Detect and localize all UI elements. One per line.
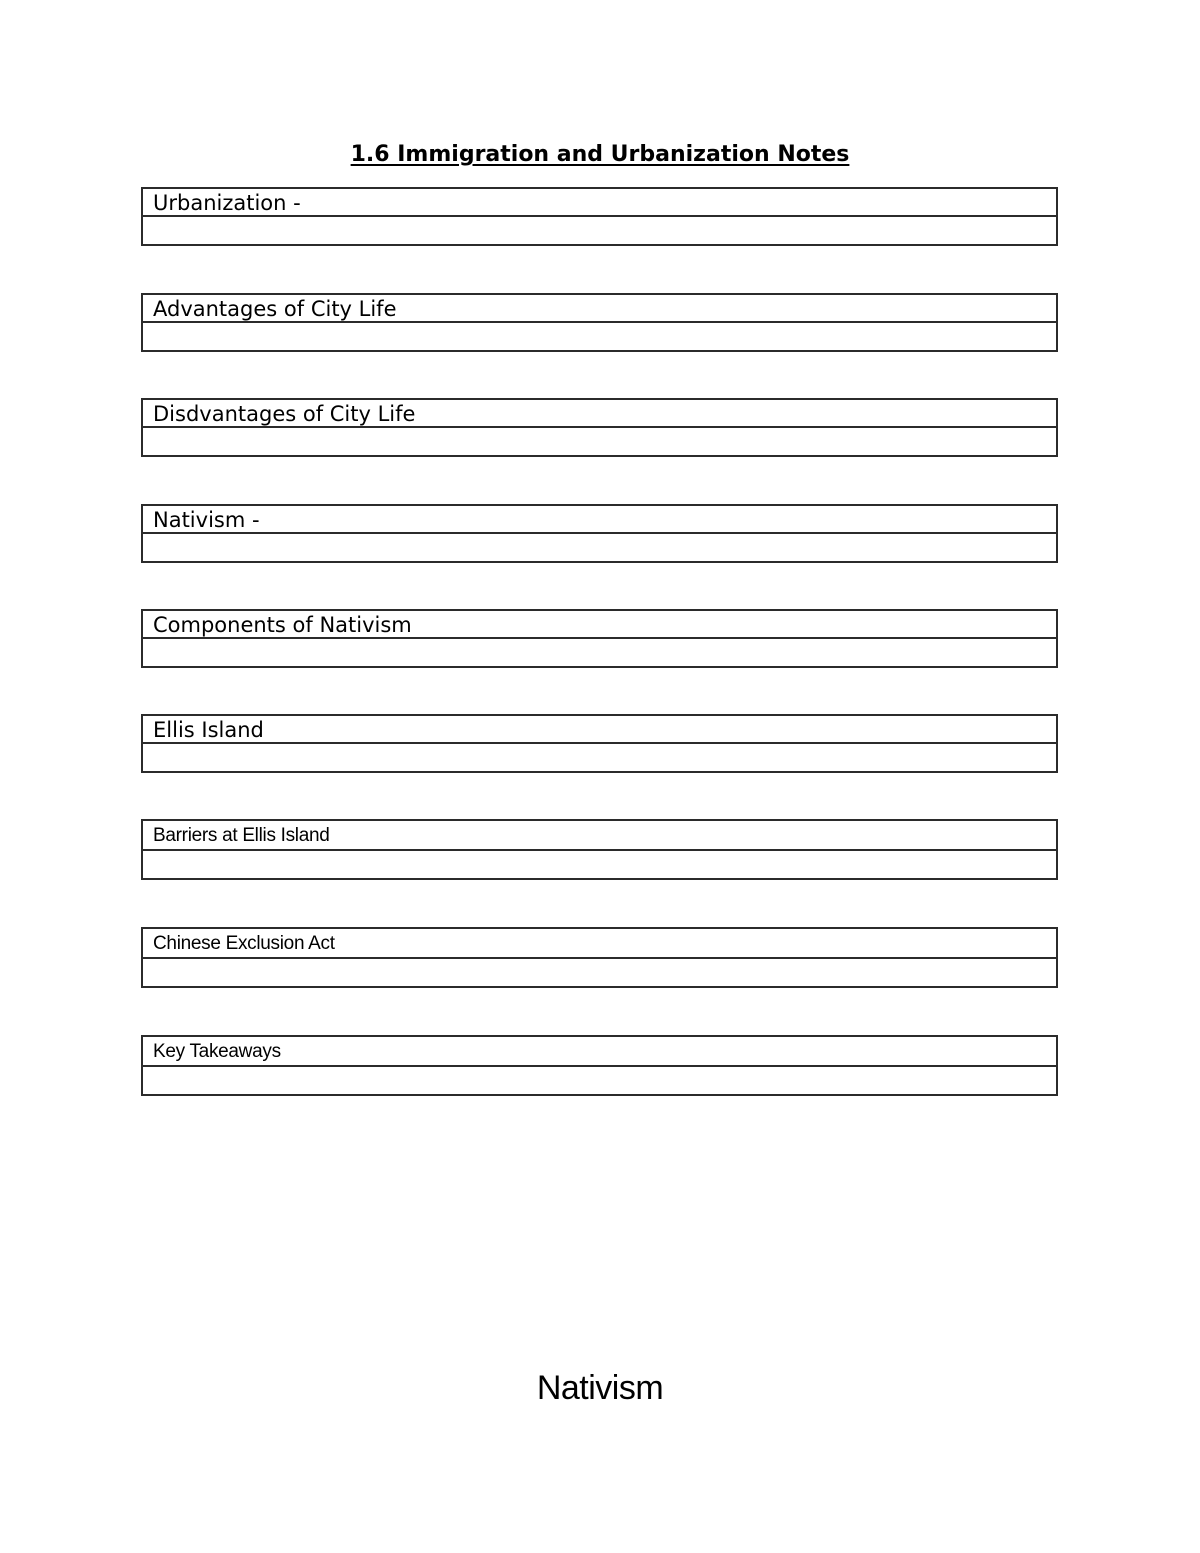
- section-label: Ellis Island: [143, 716, 1056, 744]
- section-label: Disdvantages of City Life: [143, 400, 1056, 428]
- section-label: Key Takeaways: [143, 1037, 1056, 1067]
- section-advantages-of-city-life: [141, 293, 1058, 352]
- section-chinese-exclusion-act: [141, 927, 1058, 988]
- section-barriers-at-ellis-island: [141, 819, 1058, 880]
- answer-field[interactable]: [143, 851, 1056, 878]
- answer-field[interactable]: [143, 534, 1056, 561]
- section-label: Barriers at Ellis Island: [143, 821, 1056, 851]
- section-label: Urbanization -: [143, 189, 1056, 217]
- page-title: 1.6 Immigration and Urbanization Notes: [350, 142, 850, 167]
- answer-field[interactable]: [143, 959, 1056, 986]
- section-key-takeaways: [141, 1035, 1058, 1096]
- answer-field[interactable]: [143, 428, 1056, 455]
- section-label: Chinese Exclusion Act: [143, 929, 1056, 959]
- answer-field[interactable]: [143, 1067, 1056, 1094]
- section-disadvantages-of-city-life: [141, 398, 1058, 457]
- section-label: Components of Nativism: [143, 611, 1056, 639]
- section-ellis-island: [141, 714, 1058, 773]
- section-label: Nativism -: [143, 506, 1056, 534]
- footer-heading: Nativism: [536, 1369, 664, 1407]
- section-nativism: [141, 504, 1058, 563]
- answer-field[interactable]: [143, 744, 1056, 771]
- answer-field[interactable]: [143, 323, 1056, 350]
- answer-field[interactable]: [143, 217, 1056, 244]
- section-components-of-nativism: [141, 609, 1058, 668]
- section-label: Advantages of City Life: [143, 295, 1056, 323]
- answer-field[interactable]: [143, 639, 1056, 666]
- section-urbanization: [141, 187, 1058, 246]
